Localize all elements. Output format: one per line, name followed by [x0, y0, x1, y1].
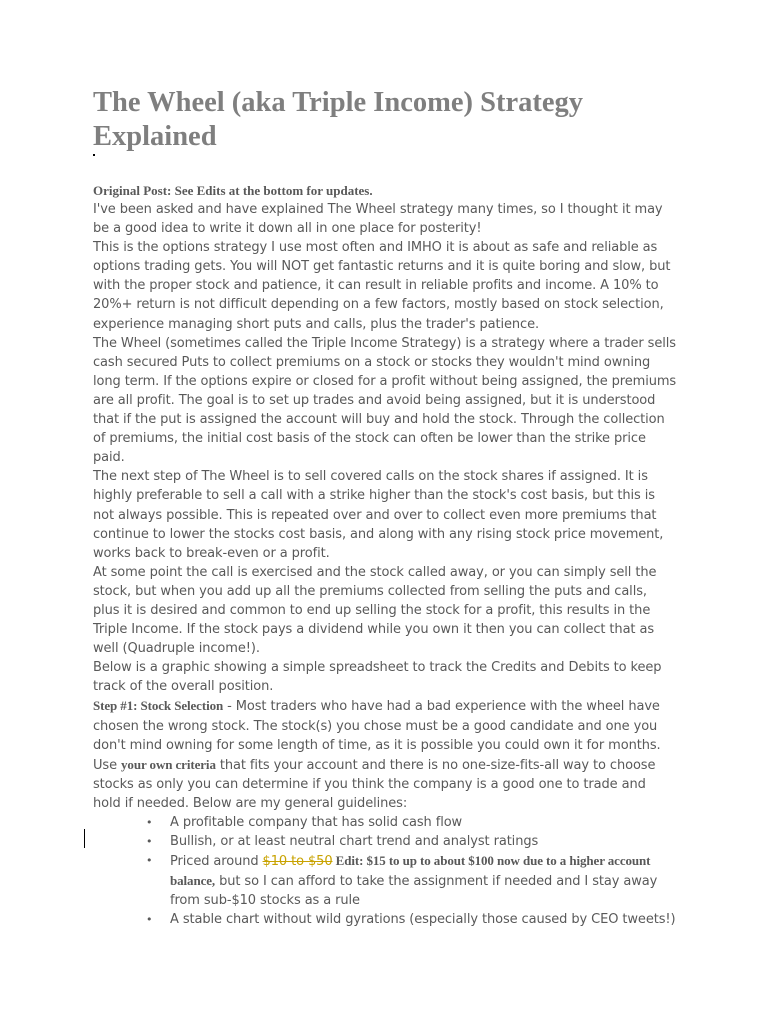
list-item — [93, 851, 677, 910]
list-item-text-post: but so I can afford to take the assignment if needed and I stay away from sub-$10 stocks as a rule — [170, 874, 658, 909]
list-item-text: Bullish, or at least neutral chart trend and analyst ratings — [170, 834, 539, 850]
document-title: The Wheel (aka Triple Income) Strategy Explained — [93, 87, 583, 152]
list-item — [93, 813, 677, 832]
list-item-text: A stable chart without wild gyrations (especially those caused by CEO tweets!) — [170, 912, 676, 928]
bullet-icon: • — [146, 835, 153, 849]
paragraph-graphic-note: Below is a graphic showing a simple spreadsheet to track the Credits and Debits to keep track of the overall position. — [93, 660, 662, 695]
paragraph-exercise: At some point the call is exercised and the stock called away, or you can simply sell the stock, but when you add up all the premiums collected from selling the puts and calls, plus it is desired and common to end up selling the stock for a profit, this results in the Triple Income. If the stock pays a dividend while you own it then you can collect that as well (Quadruple income!). — [93, 564, 657, 657]
guidelines-list — [93, 813, 677, 930]
step1-text-b: that fits your account and there is no one-size-fits-all way to choose stocks as only you can determine if you think the company is a good one to trade and hold if needed. Below are my general guidelines: — [93, 757, 656, 811]
paragraph-intro: I've been asked and have explained The Wheel strategy many times, so I thought it may be a good idea to write it down all in one place for posterity! — [93, 202, 663, 237]
paragraph-definition: The Wheel (sometimes called the Triple Income Strategy) is a strategy where a trader sells cash secured Puts to collect premiums on a stock or stocks they wouldn't mind owning long term. If the options expire or closed for a profit without being assigned, the premiums are all profit. The goal is to set up trades and avoid being assigned, but it is understood that if the put is assigned the account will buy and hold the stock. Through the collection of premiums, the initial cost basis of the stock can often be lower than the strike price paid. — [93, 335, 677, 466]
text-cursor-mark — [93, 154, 95, 156]
list-item — [93, 832, 677, 851]
text-caret — [84, 829, 85, 848]
step1-text-a: - Most traders who have had a bad experience with the wheel have chosen the wrong stock. The stock(s) you chose must be a good candidate and one you don't mind owning for some length of time, as it is possible you could own it for months. Use — [93, 699, 661, 773]
paragraph-overview: This is the options strategy I use most often and IMHO it is about as safe and reliable as options trading gets. You will NOT get fantastic returns and it is quite boring and slow, but with the proper stock and patience, it can result in reliable profits and income. A 10% to 20%+ return is not difficult depending on a few factors, mostly based on stock selection, experience managing short puts and calls, plus the trader's patience. — [93, 240, 671, 332]
step1-heading: Step #1: Stock Selection — [93, 698, 224, 714]
list-item-text-pre: Priced around — [170, 854, 263, 870]
original-post-note: Original Post: See Edits at the bottom for updates. — [93, 183, 373, 198]
bullet-icon: • — [146, 816, 153, 829]
paragraph-covered-calls: The next step of The Wheel is to sell covered calls on the stock shares if assigned. It is highly preferable to sell a call with a strike higher than the stock's cost basis, but this is not always possible. This is repeated over and over to collect even more premiums that continue to lower the stocks cost basis, and along with any rising stock price movement, works back to break-even or a profit. — [93, 469, 664, 561]
list-item — [93, 910, 677, 929]
paragraph-step1 — [93, 696, 677, 813]
list-item-text: A profitable company that has solid cash flow — [170, 815, 463, 830]
document-body — [93, 200, 677, 930]
bullet-icon: • — [146, 913, 153, 927]
edit-note: Edit: $15 to up to about $100 now due to a higher account balance, — [170, 853, 651, 889]
strikethrough-price: $10 to $50 — [262, 854, 333, 870]
bullet-icon: • — [146, 854, 153, 868]
step1-criteria: your own criteria — [121, 756, 216, 772]
document-page — [93, 86, 677, 930]
